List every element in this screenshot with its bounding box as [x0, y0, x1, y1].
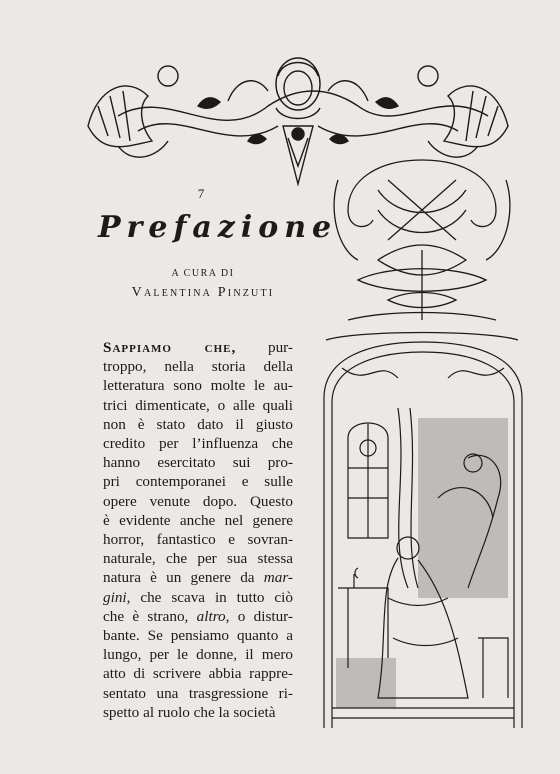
body-text: pri contemporanei e sulle [103, 473, 293, 491]
body-text: opere venute dopo. Questo [103, 492, 293, 510]
body-text: naturale, che per sua stessa [103, 550, 293, 568]
body-line [103, 357, 293, 376]
page-number: 7 [197, 186, 205, 201]
body-text: , che scava in tutto ciò [126, 588, 293, 606]
body-text: credito per l’influenza che [103, 435, 293, 453]
body-text: hanno esercitato sui pro- [103, 454, 293, 472]
italic-text: altro [196, 607, 226, 625]
body-line [103, 338, 293, 357]
body-line [103, 607, 293, 626]
body-line [103, 472, 293, 491]
body-text: atto di scrivere abbia rappre- [103, 665, 293, 683]
body-text: pur- [236, 339, 293, 356]
body-text: trici dimenticate, o alle quali [103, 396, 293, 414]
body-text: natura è un genere da [103, 569, 264, 587]
body-paragraph [103, 338, 293, 722]
body-text: che è strano, [103, 607, 197, 625]
body-line [103, 588, 293, 607]
body-line [103, 645, 293, 664]
author-name: Valentina Pinzuti [131, 285, 275, 300]
body-line [103, 530, 293, 549]
body-text: sentato una trasgressione ri- [103, 684, 293, 702]
body-line [103, 396, 293, 415]
body-line [103, 664, 293, 683]
body-text: è evidente anche nel genere [103, 511, 293, 529]
italic-text: mar- [263, 569, 293, 587]
body-text: lungo, per le donne, il mero [103, 646, 293, 664]
body-line [103, 568, 293, 587]
knotwork-ornament-image [318, 150, 526, 350]
body-line [103, 434, 293, 453]
body-line [103, 549, 293, 568]
body-line [103, 453, 293, 472]
body-line [103, 703, 293, 722]
curated-by-label: A CURA DI [171, 268, 235, 279]
body-text: horror, fantastico e sovran- [103, 531, 293, 549]
body-line [103, 626, 293, 645]
body-text: troppo, nella storia della [103, 358, 293, 376]
body-text: , o distur- [225, 607, 293, 625]
body-line [103, 511, 293, 530]
body-text: bante. Se pensiamo quanto a [103, 627, 293, 645]
body-text: non è stato dato il giusto [103, 415, 293, 433]
body-text: letteratura sono molte le au- [103, 377, 293, 395]
body-line [103, 684, 293, 703]
lead-in-text: Sappiamo che, [103, 339, 237, 356]
italic-text: gini [103, 588, 127, 606]
body-line [103, 415, 293, 434]
chapter-title: Prefazione [98, 210, 338, 245]
body-text: spetto al ruolo che la società [103, 703, 276, 721]
engraving-illustration-image [318, 338, 528, 730]
body-line [103, 376, 293, 395]
body-line [103, 492, 293, 511]
